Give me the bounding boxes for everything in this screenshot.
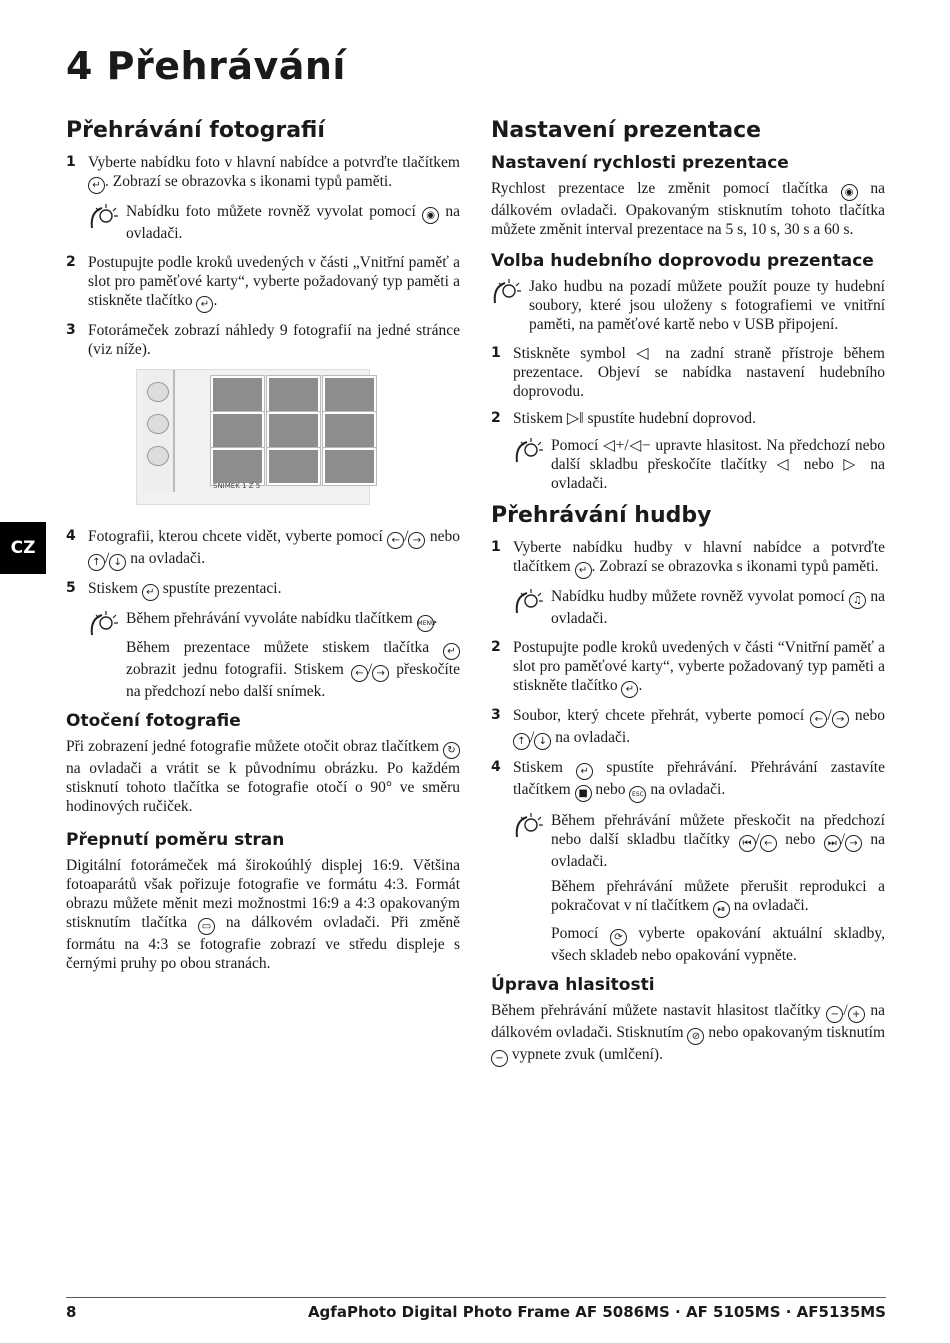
left-column	[66, 118, 460, 973]
section-title-photos: Přehrávání fotografií	[66, 118, 325, 143]
step-2: 2 Stiskem ▷‖ spustíte hudební doprovod.	[491, 410, 756, 427]
tip-bulb-icon	[513, 587, 551, 628]
enter-icon: ↵	[443, 643, 460, 660]
speed-icon: ◉	[841, 184, 858, 201]
menu-icon: MENU	[417, 615, 434, 632]
play-pause-icon: ▷‖	[566, 410, 584, 427]
enter-icon: ↵	[576, 763, 593, 780]
footer-divider	[66, 1297, 886, 1298]
tip: Během přehrávání vyvoláte nabídku tlačítkem MENU. Během prezentace můžete stiskem tlačítka ↵ zobrazit jednu fotografii. Stiskem ← / → přeskočíte na předchozí nebo další snímek.	[88, 609, 460, 701]
minus-icon: −	[491, 1050, 508, 1067]
next-icon: ▷	[843, 456, 861, 473]
previous-track-icon: ⏮	[739, 835, 756, 852]
step-2: 2 Postupujte podle kroků uvedených v části „Vnitřní paměť a slot pro paměťové karty“, vyberte požadovaný typ paměti a stiskněte tlačítko ↵ .	[66, 253, 460, 313]
left-arrow-icon: ←	[387, 532, 404, 549]
language-tab: CZ	[0, 522, 46, 574]
step-2: 2 Postupujte podle kroků uvedených v části “Vnitřní paměť a slot pro paměťové karty“, vyberte požadovaný typ paměti a stiskněte tlačítko ↵ .	[491, 638, 885, 698]
tip-bulb-icon	[88, 202, 126, 243]
step-4: 4 Fotografii, kterou chcete vidět, vyberte pomocí ← / → nebo ↑ / ↓ na ovladači.	[66, 527, 460, 571]
enter-icon: ↵	[88, 177, 105, 194]
step-1: 1 Vyberte nabídku hudby v hlavní nabídce a potvrďte tlačítkem ↵ . Zobrazí se obrazovka s ikonami typů paměti.	[491, 538, 885, 579]
tip: Jako hudbu na pozadí můžete použít pouze ty hudební soubory, které jsou uloženy s fotografiemi ve vnitřní paměti, na paměťové kartě nebo v USB připojení.	[491, 277, 885, 334]
step-1: 1 Stiskněte symbol ◁ na zadní straně přístroje během prezentace. Objeví se nabídka nastavení hudebního doprovodu.	[491, 345, 885, 400]
section-title-rotate: Otočení fotografie	[66, 711, 241, 731]
volume-text: Během přehrávání můžete nastavit hlasitost tlačítky − / + na dálkovém ovladači. Stisknutím ⊘ nebo opakovaným tisknutím − vypnete zvuk (umlčení).	[491, 1001, 885, 1067]
next-track-icon: ⏭	[824, 835, 841, 852]
minus-icon: −	[826, 1006, 843, 1023]
aspect-text: Digitální fotorámeček má širokoúhlý displej 16:9. Většina fotoaparátů však pořizuje fotografie ve formátu 4:3. Formát obrazu můžete měnit mezi možnostmi 16:9 a 4:3 opakovaným stisknutím tlačítka ▭ na dálkovém ovladači. Při změně formátu na 4:3 se fotografie zobrazí ve středu displeje s černými pruhy po obou stranách.	[66, 857, 460, 972]
tip-bulb-icon	[88, 609, 126, 701]
chapter-title: 4 Přehrávání	[66, 44, 346, 88]
right-column	[491, 118, 885, 1067]
enter-icon: ↵	[621, 681, 638, 698]
volume-down-icon: ◁−	[628, 437, 651, 454]
tip: Nabídku hudby můžete rovněž vyvolat pomocí ♫ na ovladači.	[513, 587, 885, 628]
section-title-speed: Nastavení rychlosti prezentace	[491, 153, 789, 173]
step-5: 5 Stiskem ↵ spustíte prezentaci.	[66, 579, 460, 601]
section-title-aspect: Přepnutí poměru stran	[66, 830, 285, 850]
down-arrow-icon: ↓	[109, 554, 126, 571]
enter-icon: ↵	[142, 584, 159, 601]
tip: Během přehrávání můžete přeskočit na předchozí nebo další skladbu tlačítky ⏮ / ← nebo ⏭ / → na ovladači. Během přehrávání můžete přerušit reprodukci a pokračovat v ní tlačítkem ⏯ na ovladači. Pomocí ⟳ vyberte opakování aktuální skladby, všech skladeb nebo opakování vypněte.	[513, 811, 885, 965]
memory-sidebar	[143, 370, 175, 492]
up-arrow-icon: ↑	[513, 733, 530, 750]
previous-icon: ◁	[776, 456, 795, 473]
up-arrow-icon: ↑	[88, 554, 105, 571]
section-title-volume: Úprava hlasitosti	[491, 975, 655, 995]
stop-icon: ■	[575, 785, 592, 802]
step-4: 4 Stiskem ↵ spustíte přehrávání. Přehrávání zastavíte tlačítkem ■ nebo ESC na ovladači.	[491, 758, 885, 803]
page-number: 8	[66, 1303, 77, 1321]
music-icon: ♫	[849, 592, 866, 609]
left-arrow-icon: ←	[760, 835, 777, 852]
speed-text: Rychlost prezentace lze změnit pomocí tlačítka ◉ na dálkovém ovladači. Opakovaným stisknutím tohoto tlačítka můžete změnit interval prezentace na 5 s, 10 s, 30 s a 60 s.	[491, 180, 885, 238]
tip: Pomocí ◁+/◁− upravte hlasitost. Na předchozí nebo další skladbu přeskočíte tlačítky ◁ nebo ▷ na ovladači.	[513, 436, 885, 493]
speaker-icon: ◁	[636, 345, 655, 362]
repeat-icon: ⟳	[610, 929, 627, 946]
right-arrow-icon: →	[832, 711, 849, 728]
right-arrow-icon: →	[372, 665, 389, 682]
photo-icon: ◉	[422, 207, 439, 224]
left-arrow-icon: ←	[810, 711, 827, 728]
enter-icon: ↵	[196, 296, 213, 313]
section-title-music: Přehrávání hudby	[491, 503, 712, 528]
plus-icon: +	[848, 1006, 865, 1023]
tip-bulb-icon	[513, 436, 551, 493]
enter-icon: ↵	[575, 562, 592, 579]
rotate-text: Při zobrazení jedné fotografie můžete otočit obraz tlačítkem ↻ na ovladači a vrátit se k původnímu obrázku. Po každém stisknutí tohoto tlačítka se fotografie otočí o 90° ve směru hodinových ručiček.	[66, 738, 460, 815]
section-title-music-accompaniment: Volba hudebního doprovodu prezentace	[491, 251, 874, 271]
footer-title: AgfaPhoto Digital Photo Frame AF 5086MS · AF 5105MS · AF5135MS	[307, 1303, 886, 1321]
section-title-slideshow: Nastavení prezentace	[491, 118, 762, 143]
down-arrow-icon: ↓	[534, 733, 551, 750]
step-3: 3 Soubor, který chcete přehrát, vyberte pomocí ← / → nebo ↑ / ↓ na ovladači.	[491, 706, 885, 750]
play-pause-icon: ⏯	[713, 901, 730, 918]
mute-icon: ⊘	[687, 1028, 704, 1045]
aspect-ratio-icon: ▭	[198, 918, 215, 935]
step-1: 1 Vyberte nabídku foto v hlavní nabídce a potvrďte tlačítkem ↵ . Zobrazí se obrazovka s ikonami typů paměti.	[66, 153, 460, 194]
volume-up-icon: ◁+	[602, 437, 625, 454]
thumbnail-screen-image	[136, 369, 370, 505]
right-arrow-icon: →	[845, 835, 862, 852]
left-arrow-icon: ←	[351, 665, 368, 682]
esc-icon: ESC	[629, 786, 646, 803]
tip: Nabídku foto můžete rovněž vyvolat pomocí ◉ na ovladači.	[88, 202, 460, 243]
tip-bulb-icon	[513, 811, 551, 965]
screen-caption: SNIMEK 1 Z 5	[213, 482, 261, 490]
step-3: 3 Fotorámeček zobrazí náhledy 9 fotografií na jedné stránce (viz níže).	[66, 322, 460, 358]
tip-bulb-icon	[491, 277, 529, 334]
right-arrow-icon: →	[408, 532, 425, 549]
rotate-icon: ↻	[443, 742, 460, 759]
